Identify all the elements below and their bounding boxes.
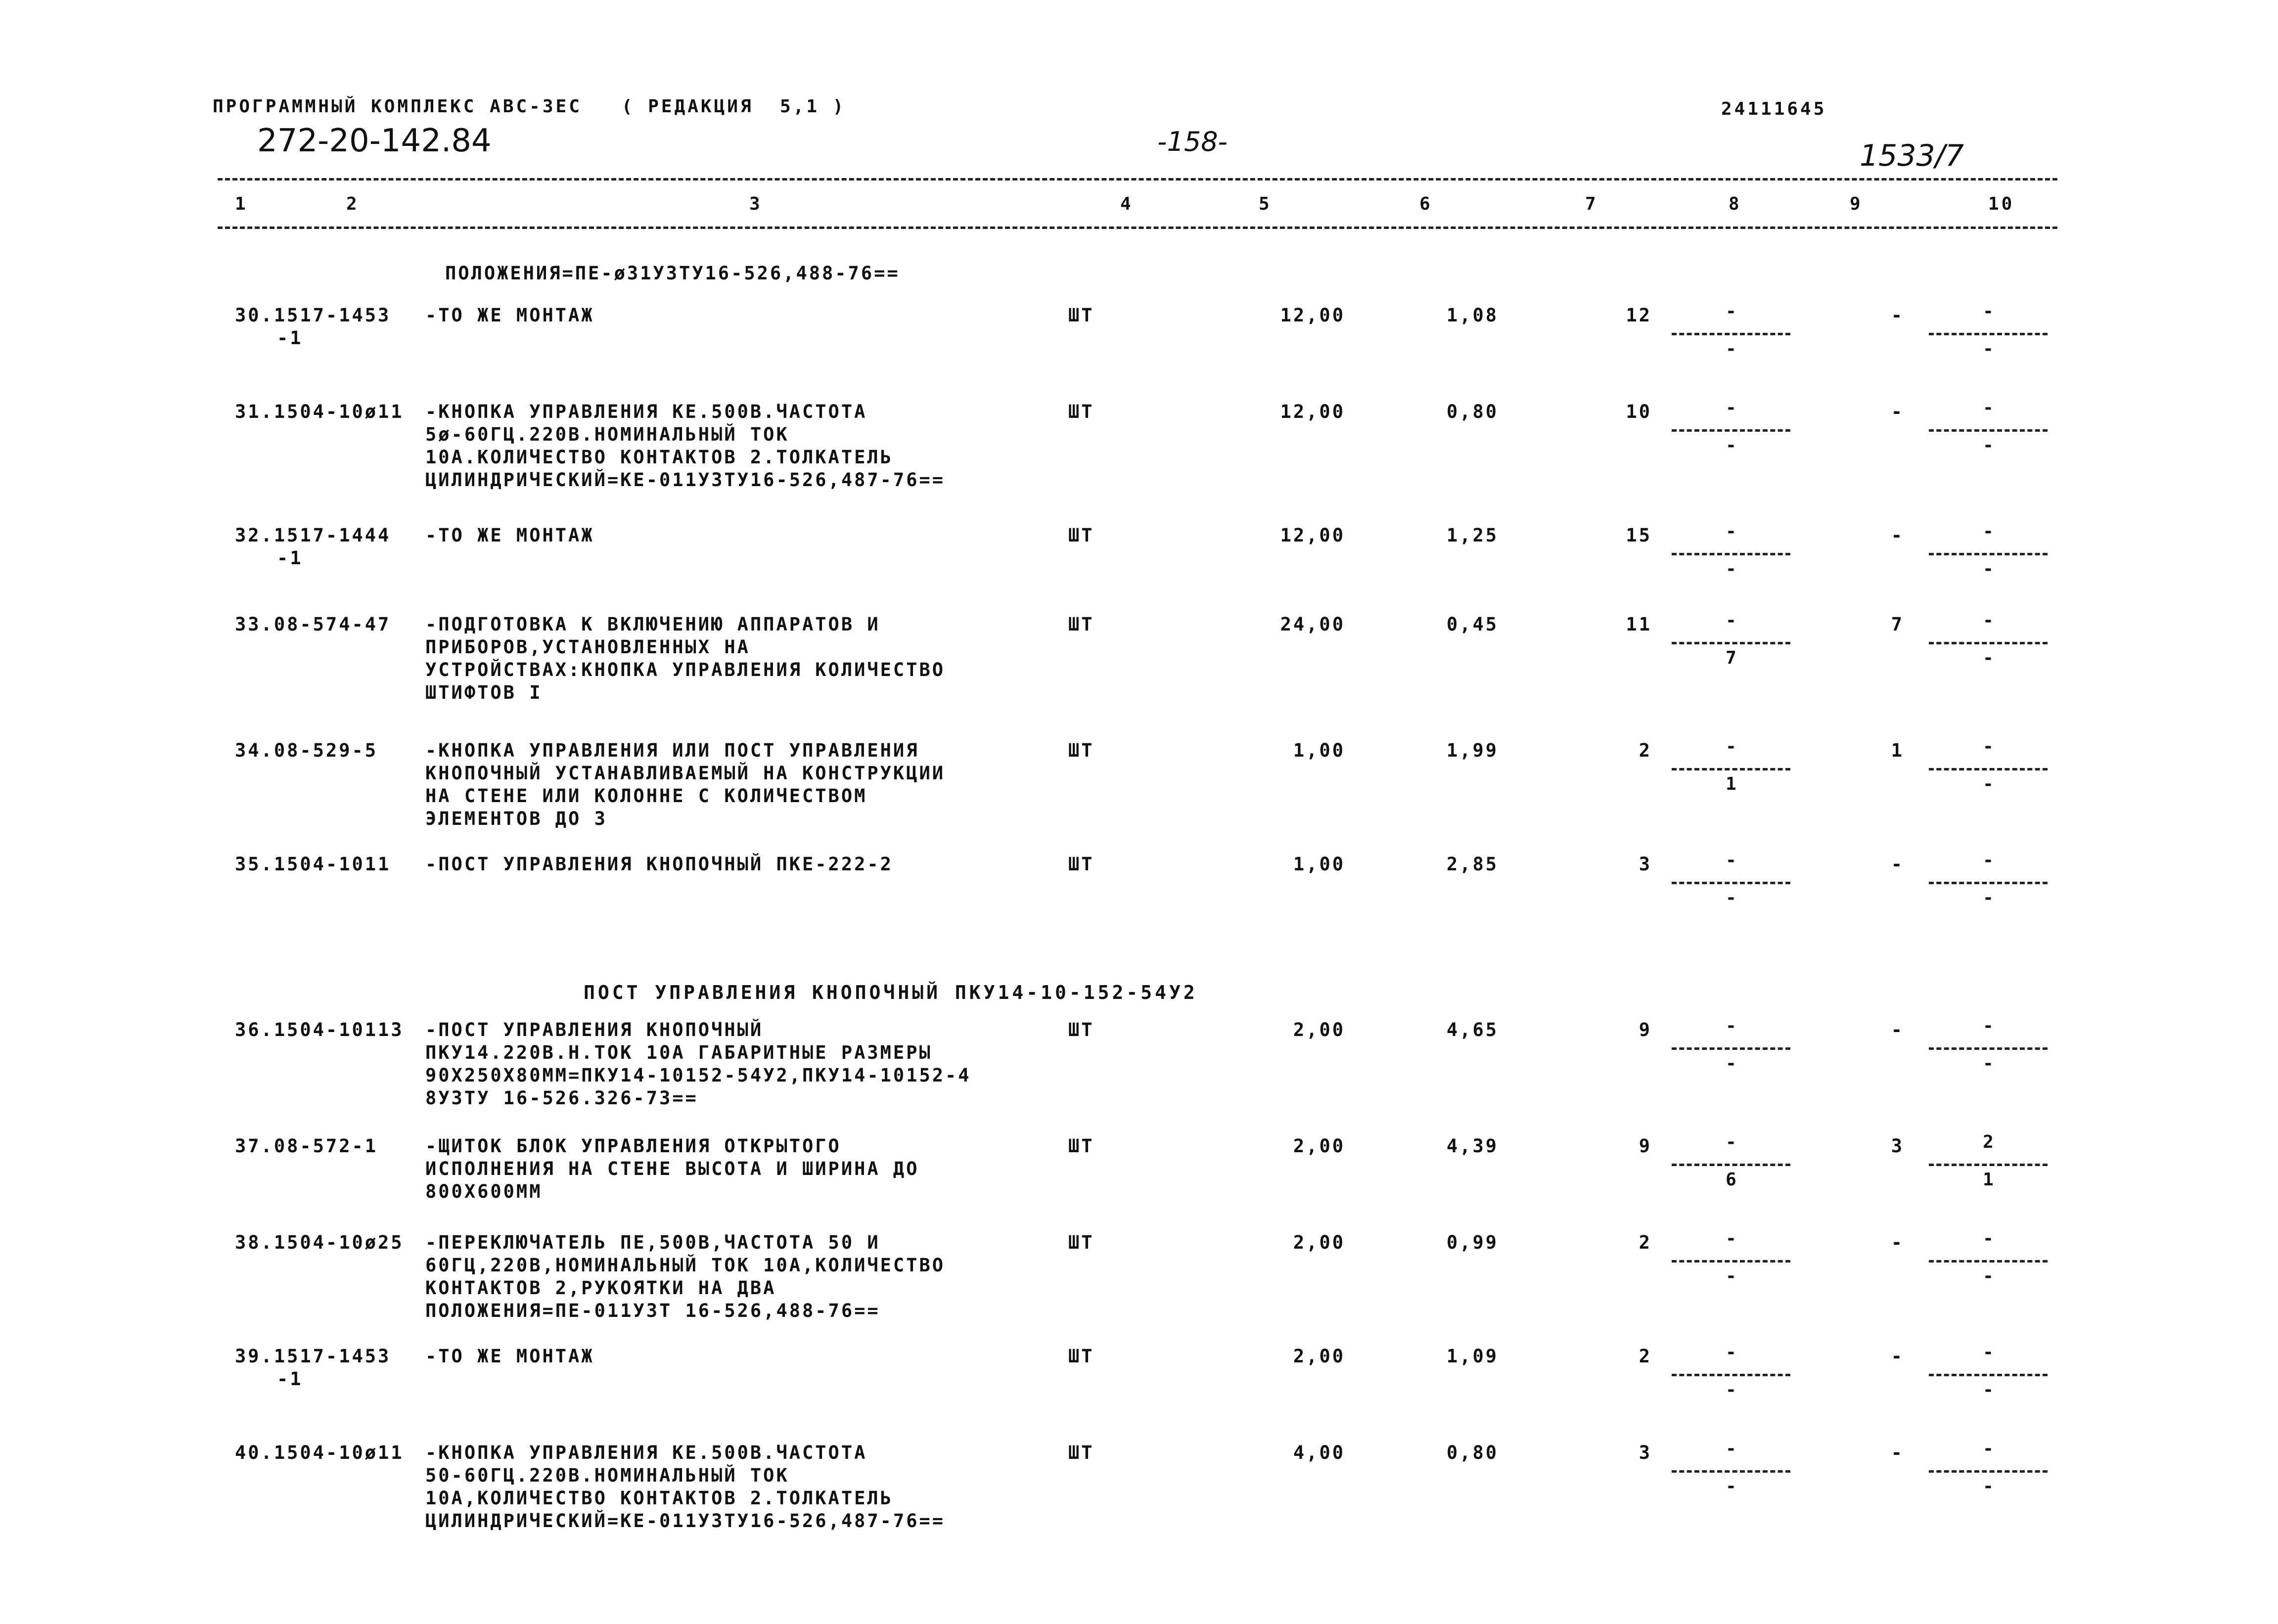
column-header-10: 10: [1988, 194, 2015, 214]
col8-bottom: -: [1726, 1476, 1736, 1496]
col10-bottom: -: [1983, 339, 1994, 359]
col10-rule: [1929, 333, 2048, 335]
row-code: 33.08-574-47: [235, 614, 391, 635]
row-col7: 10: [1626, 401, 1652, 422]
col10-top: -: [1983, 850, 1994, 870]
row-code-suffix: -1: [277, 547, 303, 569]
row-unit: ШТ: [1068, 740, 1094, 761]
row-unit: ШТ: [1068, 305, 1094, 326]
row-unit: ШТ: [1068, 854, 1094, 875]
row-quantity: 12,00: [1280, 525, 1345, 546]
column-header-6: 6: [1419, 194, 1433, 214]
col8-rule: [1672, 882, 1790, 884]
col8-top: -: [1726, 301, 1736, 321]
row-description: -ТО ЖЕ МОНТАЖ: [425, 525, 594, 546]
sheet-number: 1533/7: [1860, 138, 1964, 173]
col8-bottom: -: [1726, 435, 1736, 455]
row-col8-fraction: [1672, 398, 1790, 467]
row-price: 0,99: [1446, 1232, 1499, 1253]
row-quantity: 2,00: [1293, 1135, 1345, 1157]
row-price: 0,80: [1446, 401, 1499, 422]
col8-top: -: [1726, 736, 1736, 757]
column-header-1: 1: [235, 194, 248, 214]
row-col7: 11: [1626, 614, 1652, 635]
col8-rule: [1672, 1047, 1790, 1050]
column-header-4: 4: [1120, 194, 1134, 214]
col8-bottom: 6: [1726, 1170, 1736, 1190]
header-bottom-rule: [218, 226, 2057, 229]
col8-bottom: -: [1726, 1266, 1736, 1286]
row-description: -ПОДГОТОВКА К ВКЛЮЧЕНИЮ АППАРАТОВ И ПРИБОРОВ,УСТАНОВЛЕННЫХ НА УСТРОЙСТВАХ:КНОПКА УПРАВЛЕНИЯ КОЛИЧЕСТВО ШТИФТОВ I: [425, 614, 946, 703]
col10-rule: [1929, 1047, 2048, 1050]
col8-top: -: [1726, 1342, 1736, 1362]
col10-bottom: -: [1983, 648, 1994, 668]
col8-top: -: [1726, 1439, 1736, 1459]
column-header-5: 5: [1259, 194, 1272, 214]
col10-rule: [1929, 429, 2048, 432]
col10-top: -: [1983, 1016, 1994, 1036]
col10-bottom: 1: [1983, 1170, 1994, 1190]
row-col8-fraction: [1672, 1228, 1790, 1298]
row-unit: ШТ: [1068, 1135, 1094, 1157]
col10-top: -: [1983, 1228, 1994, 1249]
row-price: 4,39: [1446, 1135, 1499, 1157]
col10-top: -: [1983, 301, 1994, 321]
row-description: -ТО ЖЕ МОНТАЖ: [425, 305, 594, 326]
row-col9: -: [1891, 525, 1904, 546]
col10-rule: [1929, 1470, 2048, 1473]
col8-top: -: [1726, 398, 1736, 418]
row-col9: 1: [1891, 740, 1904, 761]
row-code: 37.08-572-1: [235, 1135, 378, 1157]
col8-rule: [1672, 1164, 1790, 1166]
row-col10-fraction: [1929, 1439, 2048, 1508]
row-description: -КНОПКА УПРАВЛЕНИЯ ИЛИ ПОСТ УПРАВЛЕНИЯ КНОПОЧНЫЙ УСТАНАВЛИВАЕМЫЙ НА КОНСТРУКЦИИ НА СТЕНЕ ИЛИ КОЛОННЕ С КОЛИЧЕСТВОМ ЭЛЕМЕНТОВ ДО 3: [425, 740, 946, 829]
row-quantity: 4,00: [1293, 1442, 1345, 1463]
row-quantity: 1,00: [1293, 854, 1345, 875]
section-title: ПОСТ УПРАВЛЕНИЯ КНОПОЧНЫЙ ПКУ14-10-152-54У2: [584, 982, 1198, 1003]
row-col8-fraction: [1672, 521, 1790, 590]
row-col10-fraction: [1929, 850, 2048, 919]
col10-bottom: -: [1983, 1053, 1994, 1074]
col10-top: -: [1983, 521, 1994, 541]
document-number: 272-20-142.84: [257, 123, 492, 159]
row-code: 34.08-529-5: [235, 740, 378, 761]
row-col9: -: [1891, 854, 1904, 875]
col8-top: -: [1726, 521, 1736, 541]
col10-rule: [1929, 642, 2048, 644]
col8-rule: [1672, 429, 1790, 432]
row-col7: 3: [1639, 854, 1652, 875]
row-code: 40.1504-10ø11: [235, 1442, 404, 1463]
row-col8-fraction: [1672, 736, 1790, 806]
row-unit: ШТ: [1068, 1232, 1094, 1253]
col8-top: -: [1726, 1016, 1736, 1036]
row-col7: 2: [1639, 740, 1652, 761]
row-quantity: 12,00: [1280, 305, 1345, 326]
row-price: 1,99: [1446, 740, 1499, 761]
col10-bottom: -: [1983, 1380, 1994, 1400]
row-description: -ПЕРЕКЛЮЧАТЕЛЬ ПЕ,500В,ЧАСТОТА 50 И 60ГЦ,220В,НОМИНАЛЬНЫЙ ТОК 10А,КОЛИЧЕСТВО КОНТАКТОВ 2,РУКОЯТКИ НА ДВА ПОЛОЖЕНИЯ=ПЕ-011У3Т 16-526,488-76==: [425, 1232, 946, 1321]
row-description: -ЩИТОК БЛОК УПРАВЛЕНИЯ ОТКРЫТОГО ИСПОЛНЕНИЯ НА СТЕНЕ ВЫСОТА И ШИРИНА ДО 800Х600ММ: [425, 1135, 919, 1202]
column-header-9: 9: [1850, 194, 1863, 214]
document-code: 24111645: [1721, 99, 1827, 119]
col8-bottom: 1: [1726, 774, 1736, 794]
row-description: -КНОПКА УПРАВЛЕНИЯ КЕ.500В.ЧАСТОТА 50-60ГЦ.220В.НОМИНАЛЬНЫЙ ТОК 10А,КОЛИЧЕСТВО КОНТАКТОВ 2.ТОЛКАТЕЛЬ ЦИЛИНДРИЧЕСКИЙ=КЕ-011У3ТУ16-526,487-76==: [425, 1442, 946, 1532]
row-code: 31.1504-10ø11: [235, 401, 404, 422]
row-col9: -: [1891, 305, 1904, 326]
col8-top: -: [1726, 1228, 1736, 1249]
row-quantity: 1,00: [1293, 740, 1345, 761]
row-code: 39.1517-1453: [235, 1346, 391, 1367]
row-unit: ШТ: [1068, 525, 1094, 546]
column-header-2: 2: [346, 194, 360, 214]
row-price: 4,65: [1446, 1019, 1499, 1040]
row-code: 38.1504-10ø25: [235, 1232, 404, 1253]
col10-top: -: [1983, 1439, 1994, 1459]
header-top-rule: [218, 178, 2057, 180]
row-unit: ШТ: [1068, 1346, 1094, 1367]
col10-bottom: -: [1983, 559, 1994, 579]
row-col10-fraction: [1929, 610, 2048, 679]
row-col7: 12: [1626, 305, 1652, 326]
row-price: 1,09: [1446, 1346, 1499, 1367]
row-price: 2,85: [1446, 854, 1499, 875]
row-col10-fraction: [1929, 1228, 2048, 1298]
row-quantity: 12,00: [1280, 401, 1345, 422]
row-quantity: 2,00: [1293, 1019, 1345, 1040]
row-quantity: 2,00: [1293, 1346, 1345, 1367]
col8-bottom: 7: [1726, 648, 1736, 668]
col8-top: -: [1726, 850, 1736, 870]
previous-row-tail: ПОЛОЖЕНИЯ=ПЕ-ø31У3ТУ16-526,488-76==: [445, 263, 900, 284]
row-col7: 9: [1639, 1135, 1652, 1157]
row-description: -ПОСТ УПРАВЛЕНИЯ КНОПОЧНЫЙ ПКЕ-222-2: [425, 854, 893, 875]
row-col9: 3: [1891, 1135, 1904, 1157]
row-code: 35.1504-1011: [235, 854, 391, 875]
row-col10-fraction: [1929, 1016, 2048, 1085]
col10-top: -: [1983, 398, 1994, 418]
row-col8-fraction: [1672, 850, 1790, 919]
col10-bottom: -: [1983, 774, 1994, 794]
row-col9: -: [1891, 1442, 1904, 1463]
col10-rule: [1929, 1164, 2048, 1166]
col10-rule: [1929, 553, 2048, 555]
row-price: 0,45: [1446, 614, 1499, 635]
row-col8-fraction: [1672, 1439, 1790, 1508]
col8-bottom: -: [1726, 888, 1736, 908]
col10-bottom: -: [1983, 435, 1994, 455]
col8-bottom: -: [1726, 1380, 1736, 1400]
row-col8-fraction: [1672, 301, 1790, 370]
col8-rule: [1672, 553, 1790, 555]
col10-top: -: [1983, 610, 1994, 631]
row-unit: ШТ: [1068, 401, 1094, 422]
row-col7: 9: [1639, 1019, 1652, 1040]
row-col10-fraction: [1929, 1132, 2048, 1201]
col10-top: -: [1983, 1342, 1994, 1362]
col10-bottom: -: [1983, 1476, 1994, 1496]
row-col8-fraction: [1672, 1132, 1790, 1201]
row-description: -КНОПКА УПРАВЛЕНИЯ КЕ.500В.ЧАСТОТА 5ø-60ГЦ.220В.НОМИНАЛЬНЫЙ ТОК 10А.КОЛИЧЕСТВО КОНТАКТОВ 2.ТОЛКАТЕЛЬ ЦИЛИНДРИЧЕСКИЙ=КЕ-011У3ТУ16-526,487-76==: [425, 401, 946, 491]
row-col9: -: [1891, 1019, 1904, 1040]
row-price: 1,08: [1446, 305, 1499, 326]
row-code-suffix: -1: [277, 327, 303, 349]
row-col9: 7: [1891, 614, 1904, 635]
row-col7: 2: [1639, 1346, 1652, 1367]
col8-bottom: -: [1726, 1053, 1736, 1074]
col8-top: -: [1726, 1132, 1736, 1152]
col10-bottom: -: [1983, 1266, 1994, 1286]
row-col10-fraction: [1929, 1342, 2048, 1411]
col8-top: -: [1726, 610, 1736, 631]
col8-rule: [1672, 333, 1790, 335]
row-col10-fraction: [1929, 736, 2048, 806]
col10-top: -: [1983, 736, 1994, 757]
col8-rule: [1672, 1470, 1790, 1473]
row-description: -ПОСТ УПРАВЛЕНИЯ КНОПОЧНЫЙ ПКУ14.220В.Н.ТОК 10А ГАБАРИТНЫЕ РАЗМЕРЫ 90Х250Х80ММ=ПКУ14-10152-54У2,ПКУ14-10152-4 8У3ТУ 16-526.326-73==: [425, 1019, 971, 1109]
row-col7: 3: [1639, 1442, 1652, 1463]
col10-rule: [1929, 1260, 2048, 1263]
row-col9: -: [1891, 1232, 1904, 1253]
row-col8-fraction: [1672, 1342, 1790, 1411]
col10-bottom: -: [1983, 888, 1994, 908]
row-col10-fraction: [1929, 301, 2048, 370]
col10-rule: [1929, 1374, 2048, 1376]
col8-bottom: -: [1726, 339, 1736, 359]
col10-rule: [1929, 882, 2048, 884]
row-col9: -: [1891, 1346, 1904, 1367]
page-marker: -158-: [1157, 126, 1228, 157]
row-col8-fraction: [1672, 610, 1790, 679]
col8-bottom: -: [1726, 559, 1736, 579]
row-code-suffix: -1: [277, 1368, 303, 1390]
row-col8-fraction: [1672, 1016, 1790, 1085]
col8-rule: [1672, 768, 1790, 770]
column-header-8: 8: [1729, 194, 1742, 214]
column-header-3: 3: [749, 194, 763, 214]
col8-rule: [1672, 642, 1790, 644]
row-unit: ШТ: [1068, 1442, 1094, 1463]
col10-top: 2: [1983, 1132, 1994, 1152]
col8-rule: [1672, 1260, 1790, 1263]
row-description: -ТО ЖЕ МОНТАЖ: [425, 1346, 594, 1367]
row-code: 36.1504-10113: [235, 1019, 404, 1040]
row-col10-fraction: [1929, 398, 2048, 467]
row-code: 32.1517-1444: [235, 525, 391, 546]
col8-rule: [1672, 1374, 1790, 1376]
row-col7: 2: [1639, 1232, 1652, 1253]
row-price: 0,80: [1446, 1442, 1499, 1463]
row-col9: -: [1891, 401, 1904, 422]
row-col10-fraction: [1929, 521, 2048, 590]
row-price: 1,25: [1446, 525, 1499, 546]
row-quantity: 24,00: [1280, 614, 1345, 635]
row-unit: ШТ: [1068, 1019, 1094, 1040]
col10-rule: [1929, 768, 2048, 770]
row-code: 30.1517-1453: [235, 305, 391, 326]
row-unit: ШТ: [1068, 614, 1094, 635]
column-header-7: 7: [1585, 194, 1598, 214]
row-col7: 15: [1626, 525, 1652, 546]
program-title: ПРОГРАММНЫЙ КОМПЛЕКС АВС-ЗЕС ( РЕДАКЦИЯ 5,1 ): [213, 96, 846, 117]
row-quantity: 2,00: [1293, 1232, 1345, 1253]
